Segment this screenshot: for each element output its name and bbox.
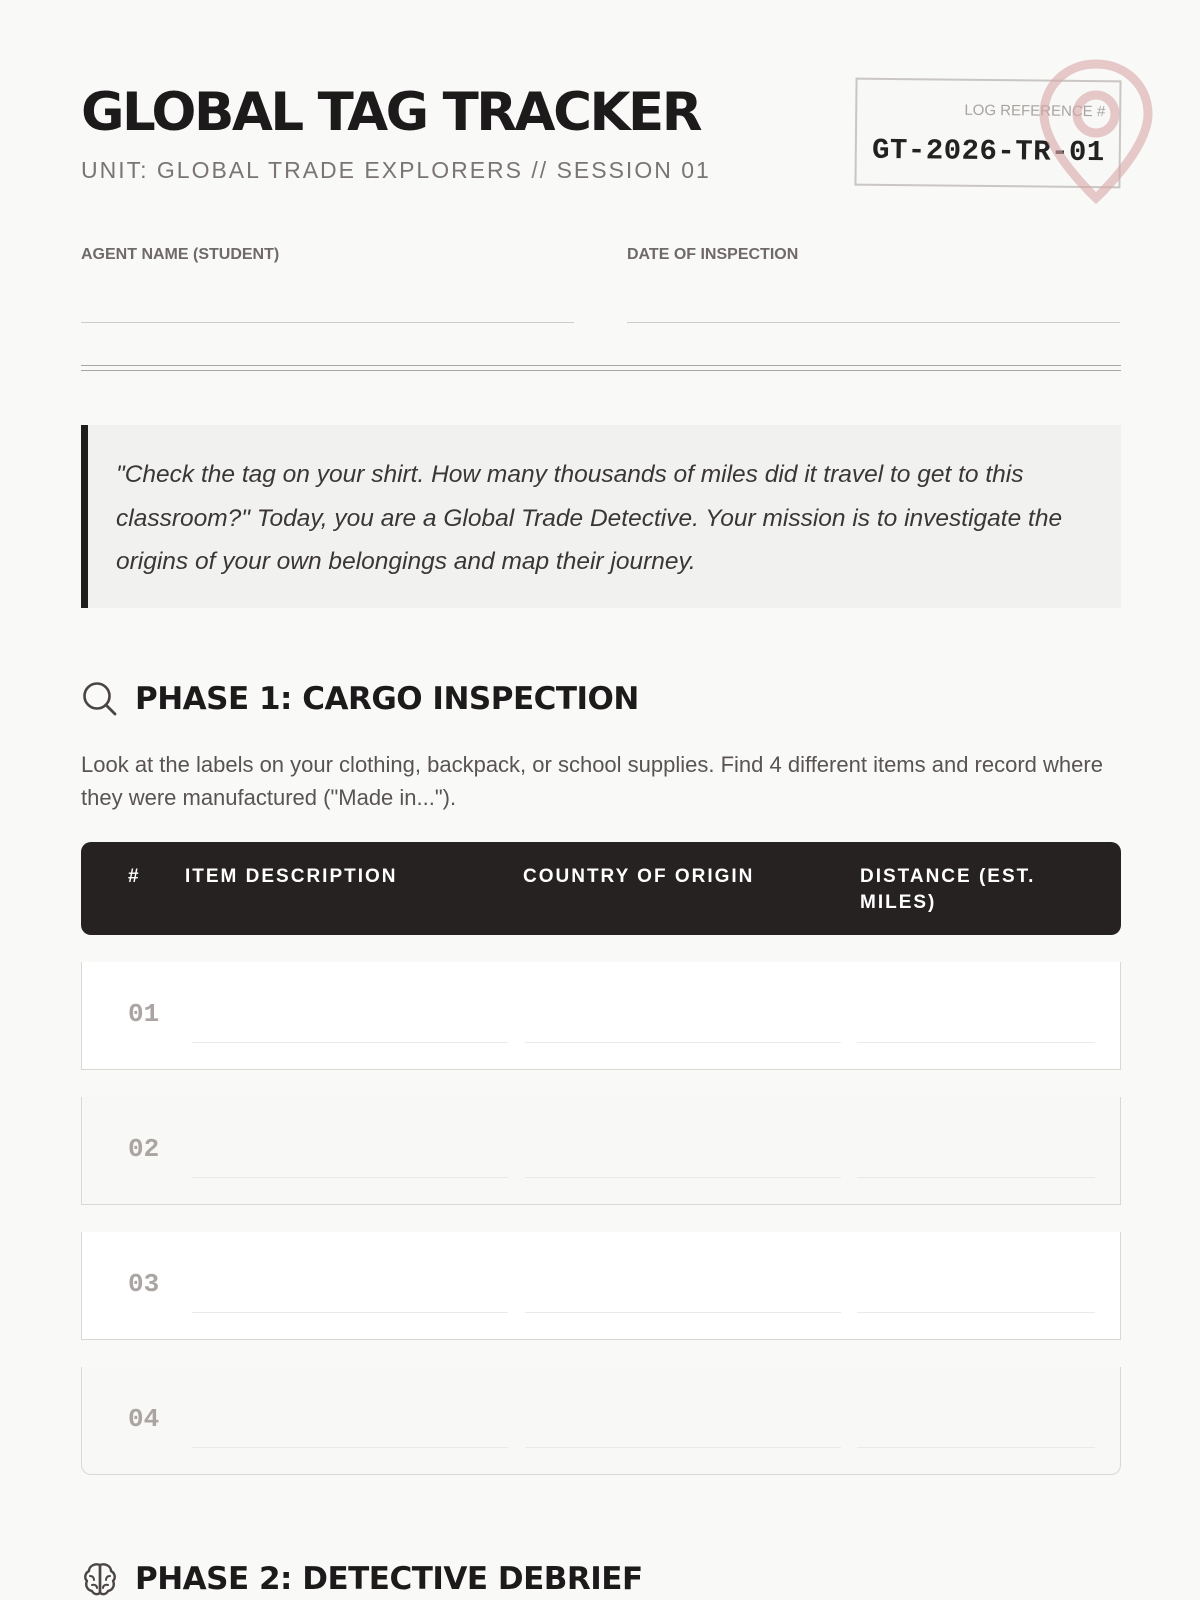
- table-row: [81, 1367, 1121, 1475]
- header-divider: [81, 365, 1121, 371]
- distance-input[interactable]: [857, 1447, 1095, 1448]
- phase2-heading: [81, 1560, 643, 1598]
- row-number: 03: [128, 1269, 160, 1299]
- column-header-number: #: [128, 866, 141, 887]
- column-header-country: COUNTRY OF ORIGIN: [523, 866, 755, 887]
- column-header-item: ITEM DESCRIPTION: [185, 866, 398, 887]
- country-input[interactable]: [525, 1447, 841, 1448]
- table-row: [81, 1097, 1121, 1205]
- row-number: 04: [128, 1404, 160, 1434]
- distance-input[interactable]: [857, 1312, 1095, 1313]
- distance-input[interactable]: [857, 1042, 1095, 1043]
- date-label: DATE OF INSPECTION: [627, 246, 799, 263]
- agent-name-label: AGENT NAME (STUDENT): [81, 246, 280, 263]
- country-input[interactable]: [525, 1177, 841, 1178]
- country-input[interactable]: [525, 1312, 841, 1313]
- phase1-instructions: Look at the labels on your clothing, backpack, or school supplies. Find 4 different items and record where they were manufactured ("Made in...").: [81, 752, 1103, 810]
- date-input-line[interactable]: [627, 322, 1120, 323]
- table-row: [81, 1232, 1121, 1340]
- phase1-title: PHASE 1: CARGO INSPECTION: [135, 681, 639, 717]
- row-number: 02: [128, 1134, 160, 1164]
- intro-quote: "Check the tag on your shirt. How many thousands of miles did it travel to get to this classroom?" Today, you are a Global Trade Detective. Your mission is to investigate the origins of your own belongings and map their journey.: [81, 425, 1121, 608]
- agent-name-field[interactable]: [81, 246, 574, 264]
- page-subtitle: UNIT: GLOBAL TRADE EXPLORERS // SESSION 01: [81, 157, 711, 183]
- date-field[interactable]: [627, 246, 1120, 264]
- brain-icon: [81, 1560, 119, 1598]
- item-input[interactable]: [192, 1042, 508, 1043]
- log-reference-stamp: [854, 78, 1121, 189]
- log-reference-label: LOG REFERENCE #: [964, 101, 1106, 121]
- page-title: GLOBAL TAG TRACKER: [81, 82, 701, 143]
- item-input[interactable]: [192, 1177, 508, 1178]
- phase2-title: PHASE 2: DETECTIVE DEBRIEF: [135, 1561, 643, 1597]
- phase1-heading: [81, 680, 639, 718]
- distance-input[interactable]: [857, 1177, 1095, 1178]
- search-icon: [81, 680, 119, 718]
- item-input[interactable]: [192, 1447, 508, 1448]
- country-input[interactable]: [525, 1042, 841, 1043]
- cargo-table-header: [81, 842, 1121, 935]
- agent-name-input-line[interactable]: [81, 322, 574, 323]
- table-row: [81, 962, 1121, 1070]
- item-input[interactable]: [192, 1312, 508, 1313]
- column-header-distance: DISTANCE (EST. MILES): [860, 866, 1036, 913]
- log-reference-value: GT-2026-TR-01: [871, 133, 1105, 170]
- row-number: 01: [128, 999, 160, 1029]
